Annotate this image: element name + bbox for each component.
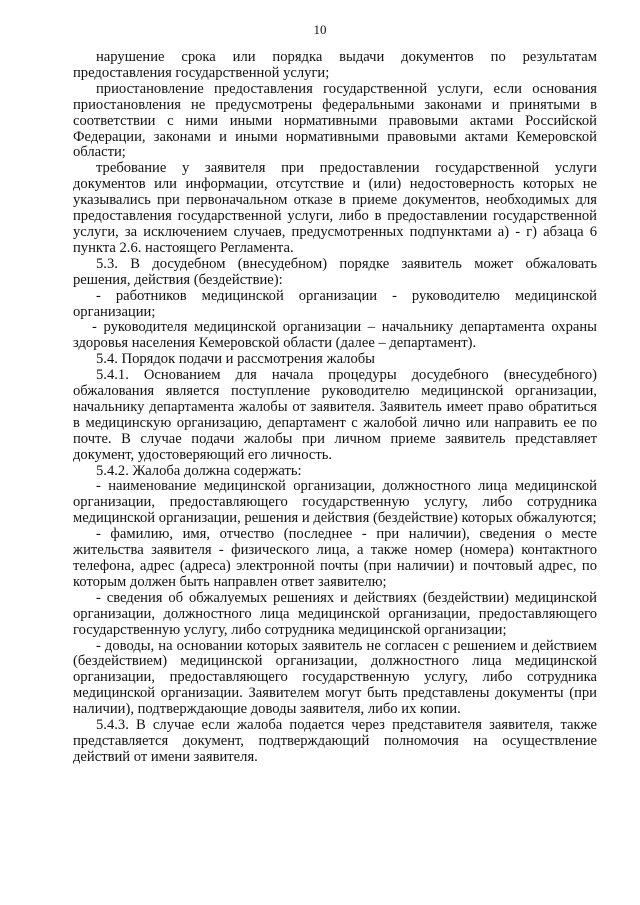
paragraph-section-5-3: 5.3. В досудебном (внесудебном) порядке заявитель может обжаловать решения, действия (бездействие): xyxy=(73,255,597,288)
paragraph-section-5-4-1: 5.4.1. Основанием для начала процедуры досудебного (внесудебного) обжалования является поступление руководителю медицинской организации, начальнику департамента жалобы от заявителя. Заявитель имеет право обратиться в медицинскую организацию, департамент с жалобой лично или направить ее по почте. В случае подачи жалобы при личном приеме заявитель представляет документ, удостоверяющий его личность. xyxy=(73,367,597,463)
paragraph-suspension: приостановление предоставления государственной услуги, если основания приостановления не предусмотрены федеральными законами и принятыми в соответствии с ними иными нормативными правовыми актами Российской Федерации, законами и иными нормативными правовыми актами Кемеровской области; xyxy=(73,80,597,161)
paragraph-violation-deadline: нарушение срока или порядка выдачи документов по результатам предоставления государственной услуги; xyxy=(73,49,597,81)
list-item-organization-name: - наименование медицинской организации, должностного лица медицинской организации, предоставляющего государственную услугу, либо сотрудника медицинской организации, решения и действия (бездействие) которых обжалуются; xyxy=(73,478,597,527)
document-body xyxy=(73,50,597,766)
paragraph-section-5-4-3: 5.4.3. В случае если жалоба подается через представителя заявителя, также представляется документ, подтверждающий полномочия на осуществление действий от имени заявителя. xyxy=(73,717,597,765)
list-item-head: - руководителя медицинской организации – начальнику департамента охраны здоровья населения Кемеровской области (далее – департамент). xyxy=(73,319,597,352)
list-item-employees: - работников медицинской организации - руководителю медицинской организации; xyxy=(73,287,597,320)
page-number: 10 xyxy=(313,22,327,37)
paragraph-document-requirement: требование у заявителя при предоставлении государственной услуги документов или информации, отсутствие и (или) недостоверность которых не указывались при первоначальном отказе в приеме документов, необходимых для предоставления государственной услуги, либо в предоставлении государственной услуги, за исключением случаев, предусмотренных подпунктами а) - г) абзаца 6 пункта 2.6. настоящего Регламента. xyxy=(73,160,597,256)
section-heading-5-4: 5.4. Порядок подачи и рассмотрения жалобы xyxy=(96,351,375,368)
list-item-applicant-info: - фамилию, имя, отчество (последнее - при наличии), сведения о месте жительства заявителя - физического лица, а также номер (номера) контактного телефона, адрес (адреса) электронной почты (при наличии) и почтовый адрес, по которым должен быть направлен ответ заявителю; xyxy=(73,526,597,590)
paragraph-section-5-4-2: 5.4.2. Жалоба должна содержать: xyxy=(96,462,302,479)
list-item-appealed-decisions: - сведения об обжалуемых решениях и действиях (бездействии) медицинской организации, должностного лица медицинской организации, предоставляющего государственную услугу, либо сотрудника медицинской организации; xyxy=(73,589,597,638)
list-item-arguments: - доводы, на основании которых заявитель не согласен с решением и действием (бездействием) медицинской организации, должностного лица медицинской организации, предоставляющего государственную услугу, либо сотрудника медицинской организации. Заявителем могут быть представлены документы (при наличии), подтверждающие доводы заявителя, либо их копии. xyxy=(73,637,597,718)
